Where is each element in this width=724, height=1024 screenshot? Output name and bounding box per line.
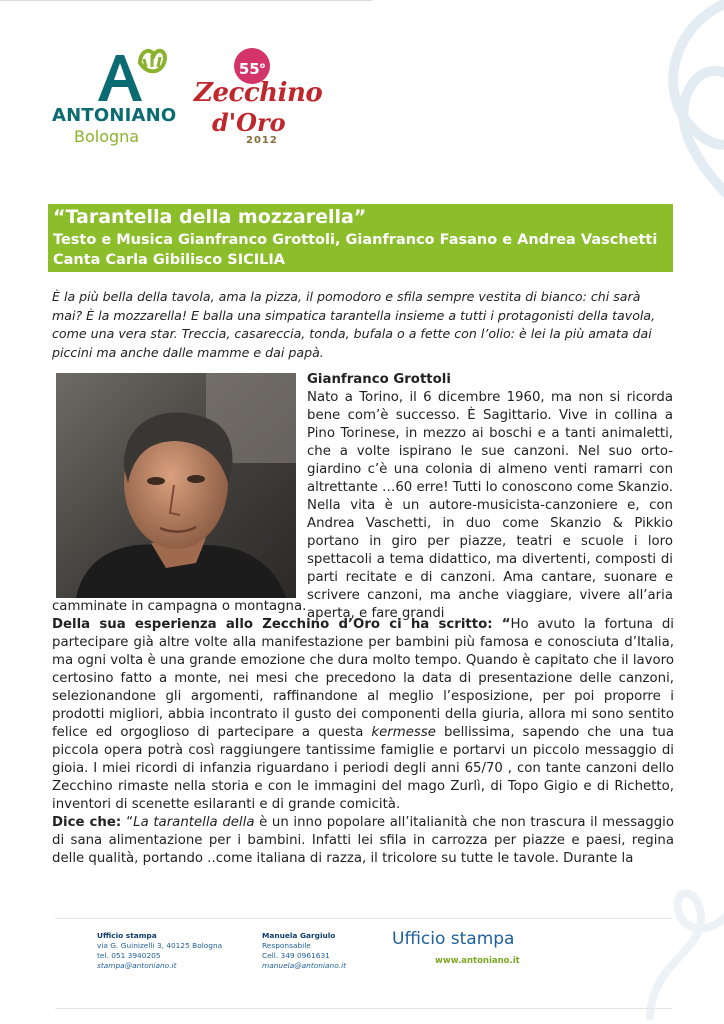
antoniano-a-mark bbox=[88, 45, 168, 103]
says-song-title: La tarantella della bbox=[133, 815, 255, 830]
office-address: via G. Guinizelli 3, 40125 Bologna bbox=[97, 941, 223, 950]
press-office-footer bbox=[55, 918, 672, 1009]
footer-brand: Ufficio stampa bbox=[392, 929, 515, 949]
author-bio-tail: camminate in campagna o montagna. bbox=[52, 599, 307, 614]
song-title-banner bbox=[48, 204, 673, 272]
experience-paragraph bbox=[52, 616, 674, 814]
experience-kermesse: kermesse bbox=[371, 725, 436, 740]
office-phone: tel. 051 3940205 bbox=[97, 951, 161, 960]
author-name-heading: Gianfranco Grottoli bbox=[307, 372, 451, 387]
manager-name: Manuela Gargiulo bbox=[262, 931, 336, 940]
says-text: è un inno popolare all’italianità che non trascura il messaggio di sana alimentazione per i bambini. Infatti lei sfila in carrozza per piazze e paesi, regina delle qualità, portando ..come italiana di razza, il tricolore su tutte le tavole. Durante la bbox=[52, 815, 674, 866]
author-bio bbox=[307, 371, 673, 623]
antoniano-name: ANTONIANO bbox=[52, 105, 177, 126]
manager-email-link[interactable]: manuela@antoniano.it bbox=[262, 961, 347, 970]
says-label: Dice che: bbox=[52, 815, 127, 830]
song-singer: Canta Carla Gibilisco SICILIA bbox=[53, 252, 286, 268]
says-open-quote: “ bbox=[126, 815, 134, 830]
manager-contact bbox=[262, 931, 346, 971]
website-link[interactable]: www.antoniano.it bbox=[435, 956, 520, 966]
says-paragraph bbox=[52, 814, 674, 868]
top-rule bbox=[0, 0, 372, 1]
author-portrait-photo bbox=[56, 373, 296, 598]
intro-paragraph: È la più bella della tavola, ama la pizza, il pomodoro e sfila sempre vestita di bianco: chi sarà mai? È la mozzarella! E balla una simpatica tarantella insieme a tutti i protagonisti della tavola, come una vera star. Treccia, casareccia, tonda, bufala o a fette con l’olio: è lei la più amata dai piccini ma anche dalle mamme e dai papà. bbox=[52, 289, 656, 360]
office-contact bbox=[97, 931, 222, 971]
experience-label: Della sua esperienza allo Zecchino d’Oro ci ha scritto: “ bbox=[52, 617, 511, 632]
manager-phone: Cell. 349 0961631 bbox=[262, 951, 330, 960]
office-email-link[interactable]: stampa@antoniano.it bbox=[97, 961, 177, 970]
edition-number: 55 bbox=[238, 60, 260, 78]
main-body bbox=[52, 616, 674, 868]
edition-mark: o bbox=[259, 61, 266, 70]
antoniano-logo bbox=[48, 45, 188, 155]
portrait-illustration bbox=[56, 373, 296, 598]
experience-text-a: Ho avuto la fortuna di partecipare già altre volte alla manifestazione per bambini più famosa e conosciuta d’Italia, ma ogni volta è una grande emozione che dura molto tempo. Quando è capitato che il lavoro certosino fatto a monte, nei mesi che precedono la data di presentazione delle canzoni, selezionandone gli argomenti, raffinandone al meglio l’esposizione, per poi proporre i prodotti migliori, abbia incontrato il gusto dei componenti della giuria, allora mi sono sentito felice ed orgoglioso di partecipare a questa bbox=[52, 617, 674, 740]
zecchino-doro-logo bbox=[190, 42, 323, 152]
doro-wordmark: d'Oro bbox=[212, 108, 286, 137]
song-title: “Tarantella della mozzarella” bbox=[53, 206, 367, 228]
antoniano-city: Bologna bbox=[74, 127, 140, 146]
author-bio-text: Nato a Torino, il 6 dicembre 1960, ma non si ricorda bene com’è successo. È Sagittario. Vive in collina a Pino Torinese, in mezzo ai boschi e a tanti animaletti, che a volte ispirano le sue canzoni. Nel suo orto-giardino c’è una colonia di almeno venti ramarri con altrettante …60 erre! Tutti lo conoscono come Skanzio. Nella vita è un autore-musicista-canzoniere e, con Andrea Vaschetti, in duo come Skanzio & Pikkio portano in giro per piazze, teatri e scuole i loro spettacoli a tema didattico, ma divertenti, composti di parti recitate e di canzoni. Ama cantare, suonare e scrivere canzoni, ma anche viaggiare, vivere all’aria aperta, e fare grandi bbox=[307, 390, 674, 621]
manager-role: Responsabile bbox=[262, 941, 311, 950]
office-title: Ufficio stampa bbox=[97, 931, 157, 940]
experience-text-b: bellissima, sapendo che una tua piccola opera potrà così raggiungere tantissime famiglie e portarvi un piccolo messaggio di gioia. I miei ricordi di infanzia riguardano i periodi degli anni 65/70 , con tante canzoni dello Zecchino rimaste nella storia e con le immagini del mago Zurlì, di Topo Gigio e di Richetto, inventori di scenette esilaranti e di grande comicità. bbox=[52, 725, 674, 812]
zecchino-year: 2012 bbox=[246, 135, 278, 146]
zecchino-wordmark: Zecchino bbox=[194, 78, 323, 108]
song-authors: Testo e Musica Gianfranco Grottoli, Gianfranco Fasano e Andrea Vaschetti bbox=[53, 232, 658, 248]
